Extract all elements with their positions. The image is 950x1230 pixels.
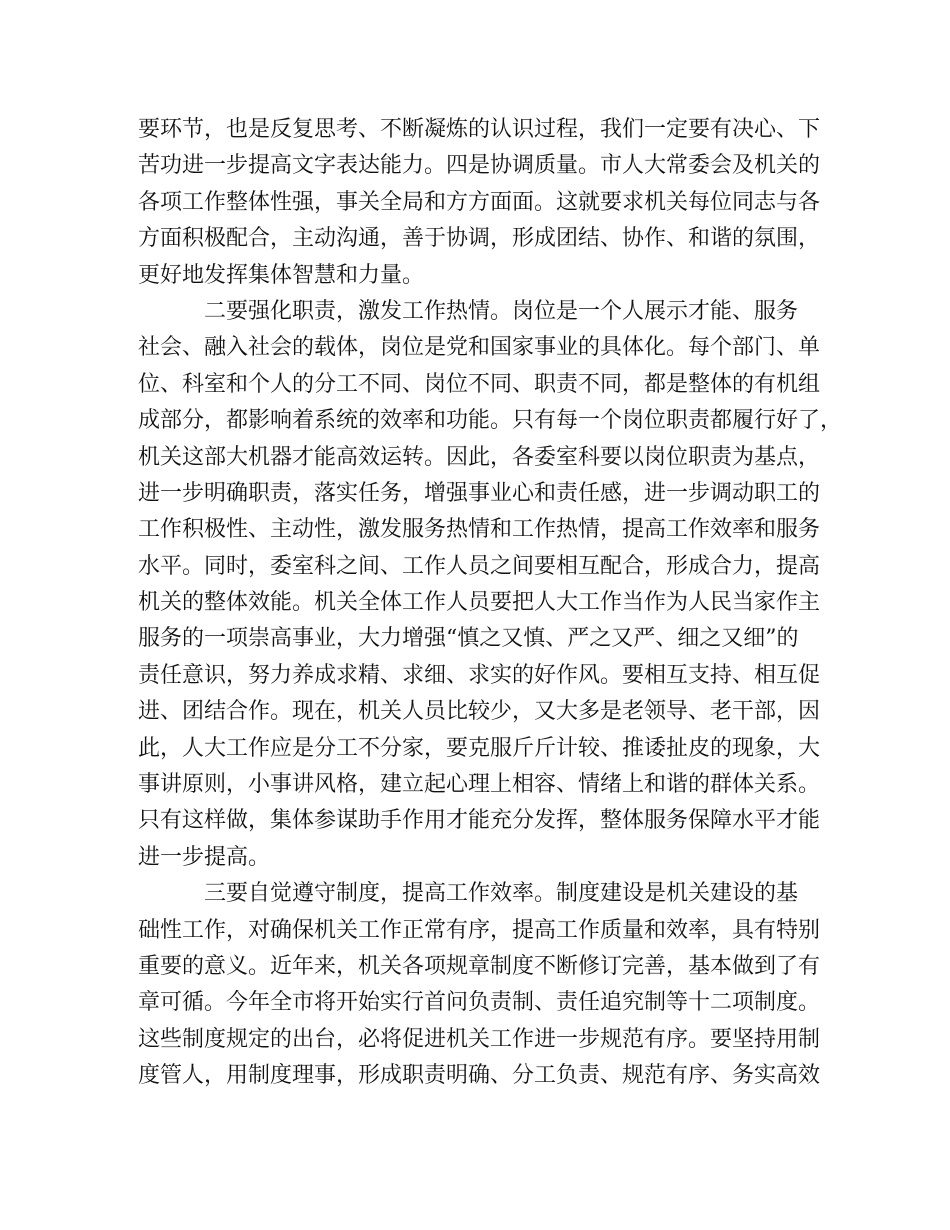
text-line: 重要的意义。近年来，机关各项规章制度不断修订完善，基本做到了有	[138, 953, 821, 979]
text-line: 度管人，用制度理事，形成职责明确、分工负责、规范有序、务实高效	[138, 1063, 821, 1089]
text-line: 机关的整体效能。机关全体工作人员要把人大工作当作为人民当家作主	[138, 590, 821, 616]
paragraph-first-line: 二要强化职责，激发工作热情。岗位是一个人展示才能、服务	[204, 298, 799, 324]
text-line: 进一步提高。	[138, 844, 271, 870]
text-line: 进、团结合作。现在，机关人员比较少，又大多是老领导、老干部，因	[138, 699, 821, 725]
text-line: 要环节，也是反复思考、不断凝炼的认识过程，我们一定要有决心、下	[138, 117, 821, 142]
text-line: 础性工作，对确保机关工作正常有序，提高工作质量和效率，具有特别	[138, 917, 821, 943]
text-line: 苦功进一步提高文字表达能力。四是协调质量。市人大常委会及机关的	[138, 153, 821, 179]
text-line: 成部分，都影响着系统的效率和功能。只有每一个岗位职责都履行好了，	[138, 408, 843, 434]
text-line: 事讲原则，小事讲风格，建立起心理上相容、情绪上和谐的群体关系。	[138, 772, 821, 798]
text-line: 方面积极配合，主动沟通，善于协调，形成团结、协作、和谐的氛围，	[138, 226, 821, 252]
text-line: 进一步明确职责，落实任务，增强事业心和责任感，进一步调动职工的	[138, 480, 821, 506]
text-line: 各项工作整体性强，事关全局和方方面面。这就要求机关每位同志与各	[138, 189, 821, 215]
text-line: 工作积极性、主动性，激发服务热情和工作热情，提高工作效率和服务	[138, 517, 821, 543]
text-line: 社会、融入社会的载体，岗位是党和国家事业的具体化。每个部门、单	[138, 335, 821, 361]
text-line: 机关这部大机器才能高效运转。因此，各委室科要以岗位职责为基点，	[138, 444, 821, 470]
text-line: 章可循。今年全市将开始实行首问负责制、责任追究制等十二项制度。	[138, 990, 821, 1016]
text-line: 服务的一项崇高事业，大力增强“慎之又慎、严之又严、细之又细”的	[138, 626, 799, 652]
text-line: 只有这样做，集体参谋助手作用才能充分发挥，整体服务保障水平才能	[138, 808, 821, 834]
text-line: 责任意识，努力养成求精、求细、求实的好作风。要相互支持、相互促	[138, 662, 821, 688]
text-line: 水平。同时，委室科之间、工作人员之间要相互配合，形成合力，提高	[138, 553, 821, 579]
text-line: 此，人大工作应是分工不分家，要克服斤斤计较、推诿扯皮的现象，大	[138, 735, 821, 761]
text-line: 这些制度规定的出台，必将促进机关工作进一步规范有序。要坚持用制	[138, 1026, 821, 1052]
text-line: 更好地发挥集体智慧和力量。	[138, 262, 425, 288]
document-body	[138, 112, 843, 1095]
paragraph-first-line: 三要自觉遵守制度，提高工作效率。制度建设是机关建设的基	[204, 881, 799, 907]
text-line: 位、科室和个人的分工不同、岗位不同、职责不同，都是整体的有机组	[138, 371, 821, 397]
